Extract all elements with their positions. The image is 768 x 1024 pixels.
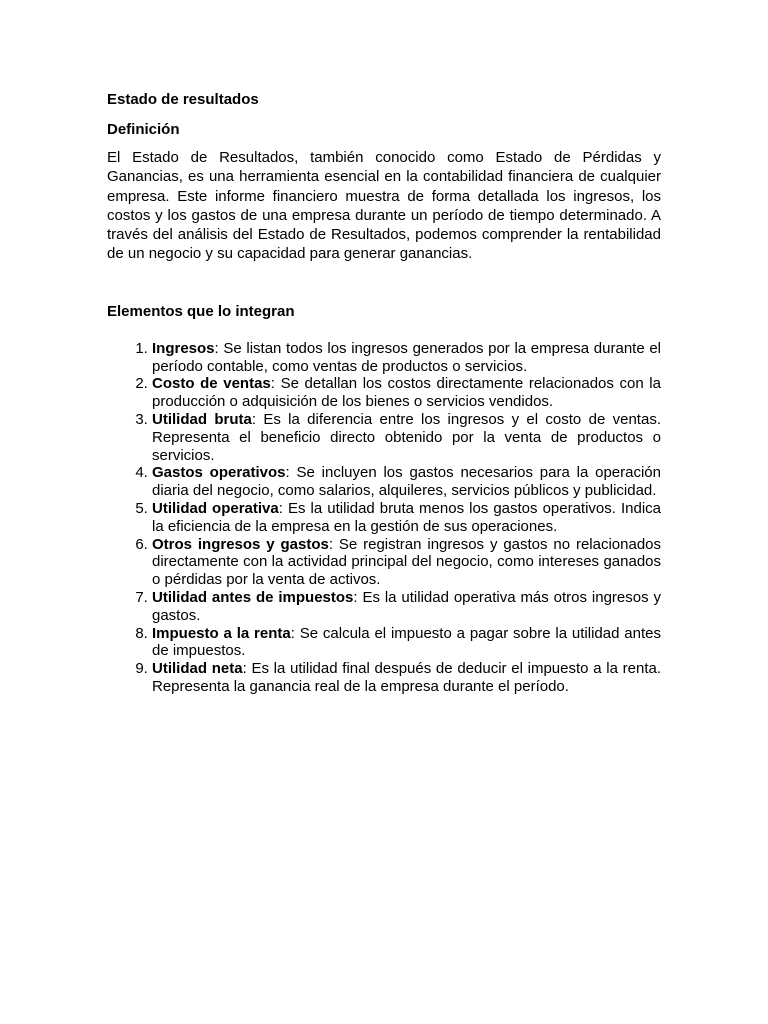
definition-paragraph: El Estado de Resultados, también conocido como Estado de Pérdidas y Ganancias, es una herramienta esencial en la contabilidad financiera de cualquier empresa. Este informe financiero muestra de forma detallada los ingresos, los costos y los gastos de una empresa durante un período de tiempo determinado. A través del análisis del Estado de Resultados, podemos comprender la rentabilidad de un negocio y su capacidad para generar ganancias.: [107, 149, 661, 263]
element-term: Utilidad operativa: [152, 499, 279, 517]
element-term: Utilidad antes de impuestos: [152, 588, 354, 606]
element-term: Gastos operativos: [152, 464, 286, 482]
list-item: [152, 536, 661, 589]
element-term: Impuesto a la renta: [152, 624, 291, 642]
element-term: Costo de ventas: [152, 375, 271, 393]
list-item: [152, 340, 661, 376]
elements-heading: Elementos que lo integran: [107, 302, 295, 320]
list-item: [152, 500, 661, 536]
element-description: : Es la utilidad operativa más otros ingresos y gastos.: [152, 588, 661, 624]
definition-heading: Definición: [107, 121, 180, 138]
list-item: [152, 589, 661, 625]
list-item: [152, 411, 661, 464]
element-description: : Es la utilidad final después de deducir el impuesto a la renta. Representa la ganancia real de la empresa durante el período.: [152, 660, 661, 695]
document-title: Estado de resultados: [107, 91, 259, 108]
list-item: [152, 660, 661, 696]
elements-list: [107, 340, 661, 696]
document-page: [107, 90, 661, 696]
element-description: : Se incluyen los gastos necesarios para la operación diaria del negocio, como salarios, alquileres, servicios públicos y publicidad.: [152, 464, 661, 500]
element-description: : Es la diferencia entre los ingresos y el costo de ventas. Representa el beneficio directo obtenido por la venta de productos o servicios.: [152, 410, 661, 464]
element-description: : Se registran ingresos y gastos no relacionados directamente con la actividad principal del negocio, como intereses ganados o pérdidas por la venta de activos.: [152, 535, 662, 589]
element-term: Utilidad neta: [152, 660, 243, 678]
element-term: Utilidad bruta: [152, 410, 252, 428]
element-description: : Se listan todos los ingresos generados por la empresa durante el período contable, como ventas de productos o servicios.: [152, 339, 661, 375]
element-description: : Se calcula el impuesto a pagar sobre la utilidad antes de impuestos.: [152, 624, 661, 660]
list-item: [152, 625, 661, 661]
element-description: : Es la utilidad bruta menos los gastos operativos. Indica la eficiencia de la empresa en la gestión de sus operaciones.: [152, 499, 662, 535]
list-item: [152, 464, 661, 500]
element-term: Ingresos: [152, 339, 215, 357]
element-description: : Se detallan los costos directamente relacionados con la producción o adquisición de los bienes o servicios vendidos.: [152, 375, 661, 411]
element-term: Otros ingresos y gastos: [152, 535, 329, 553]
list-item: [152, 375, 661, 411]
